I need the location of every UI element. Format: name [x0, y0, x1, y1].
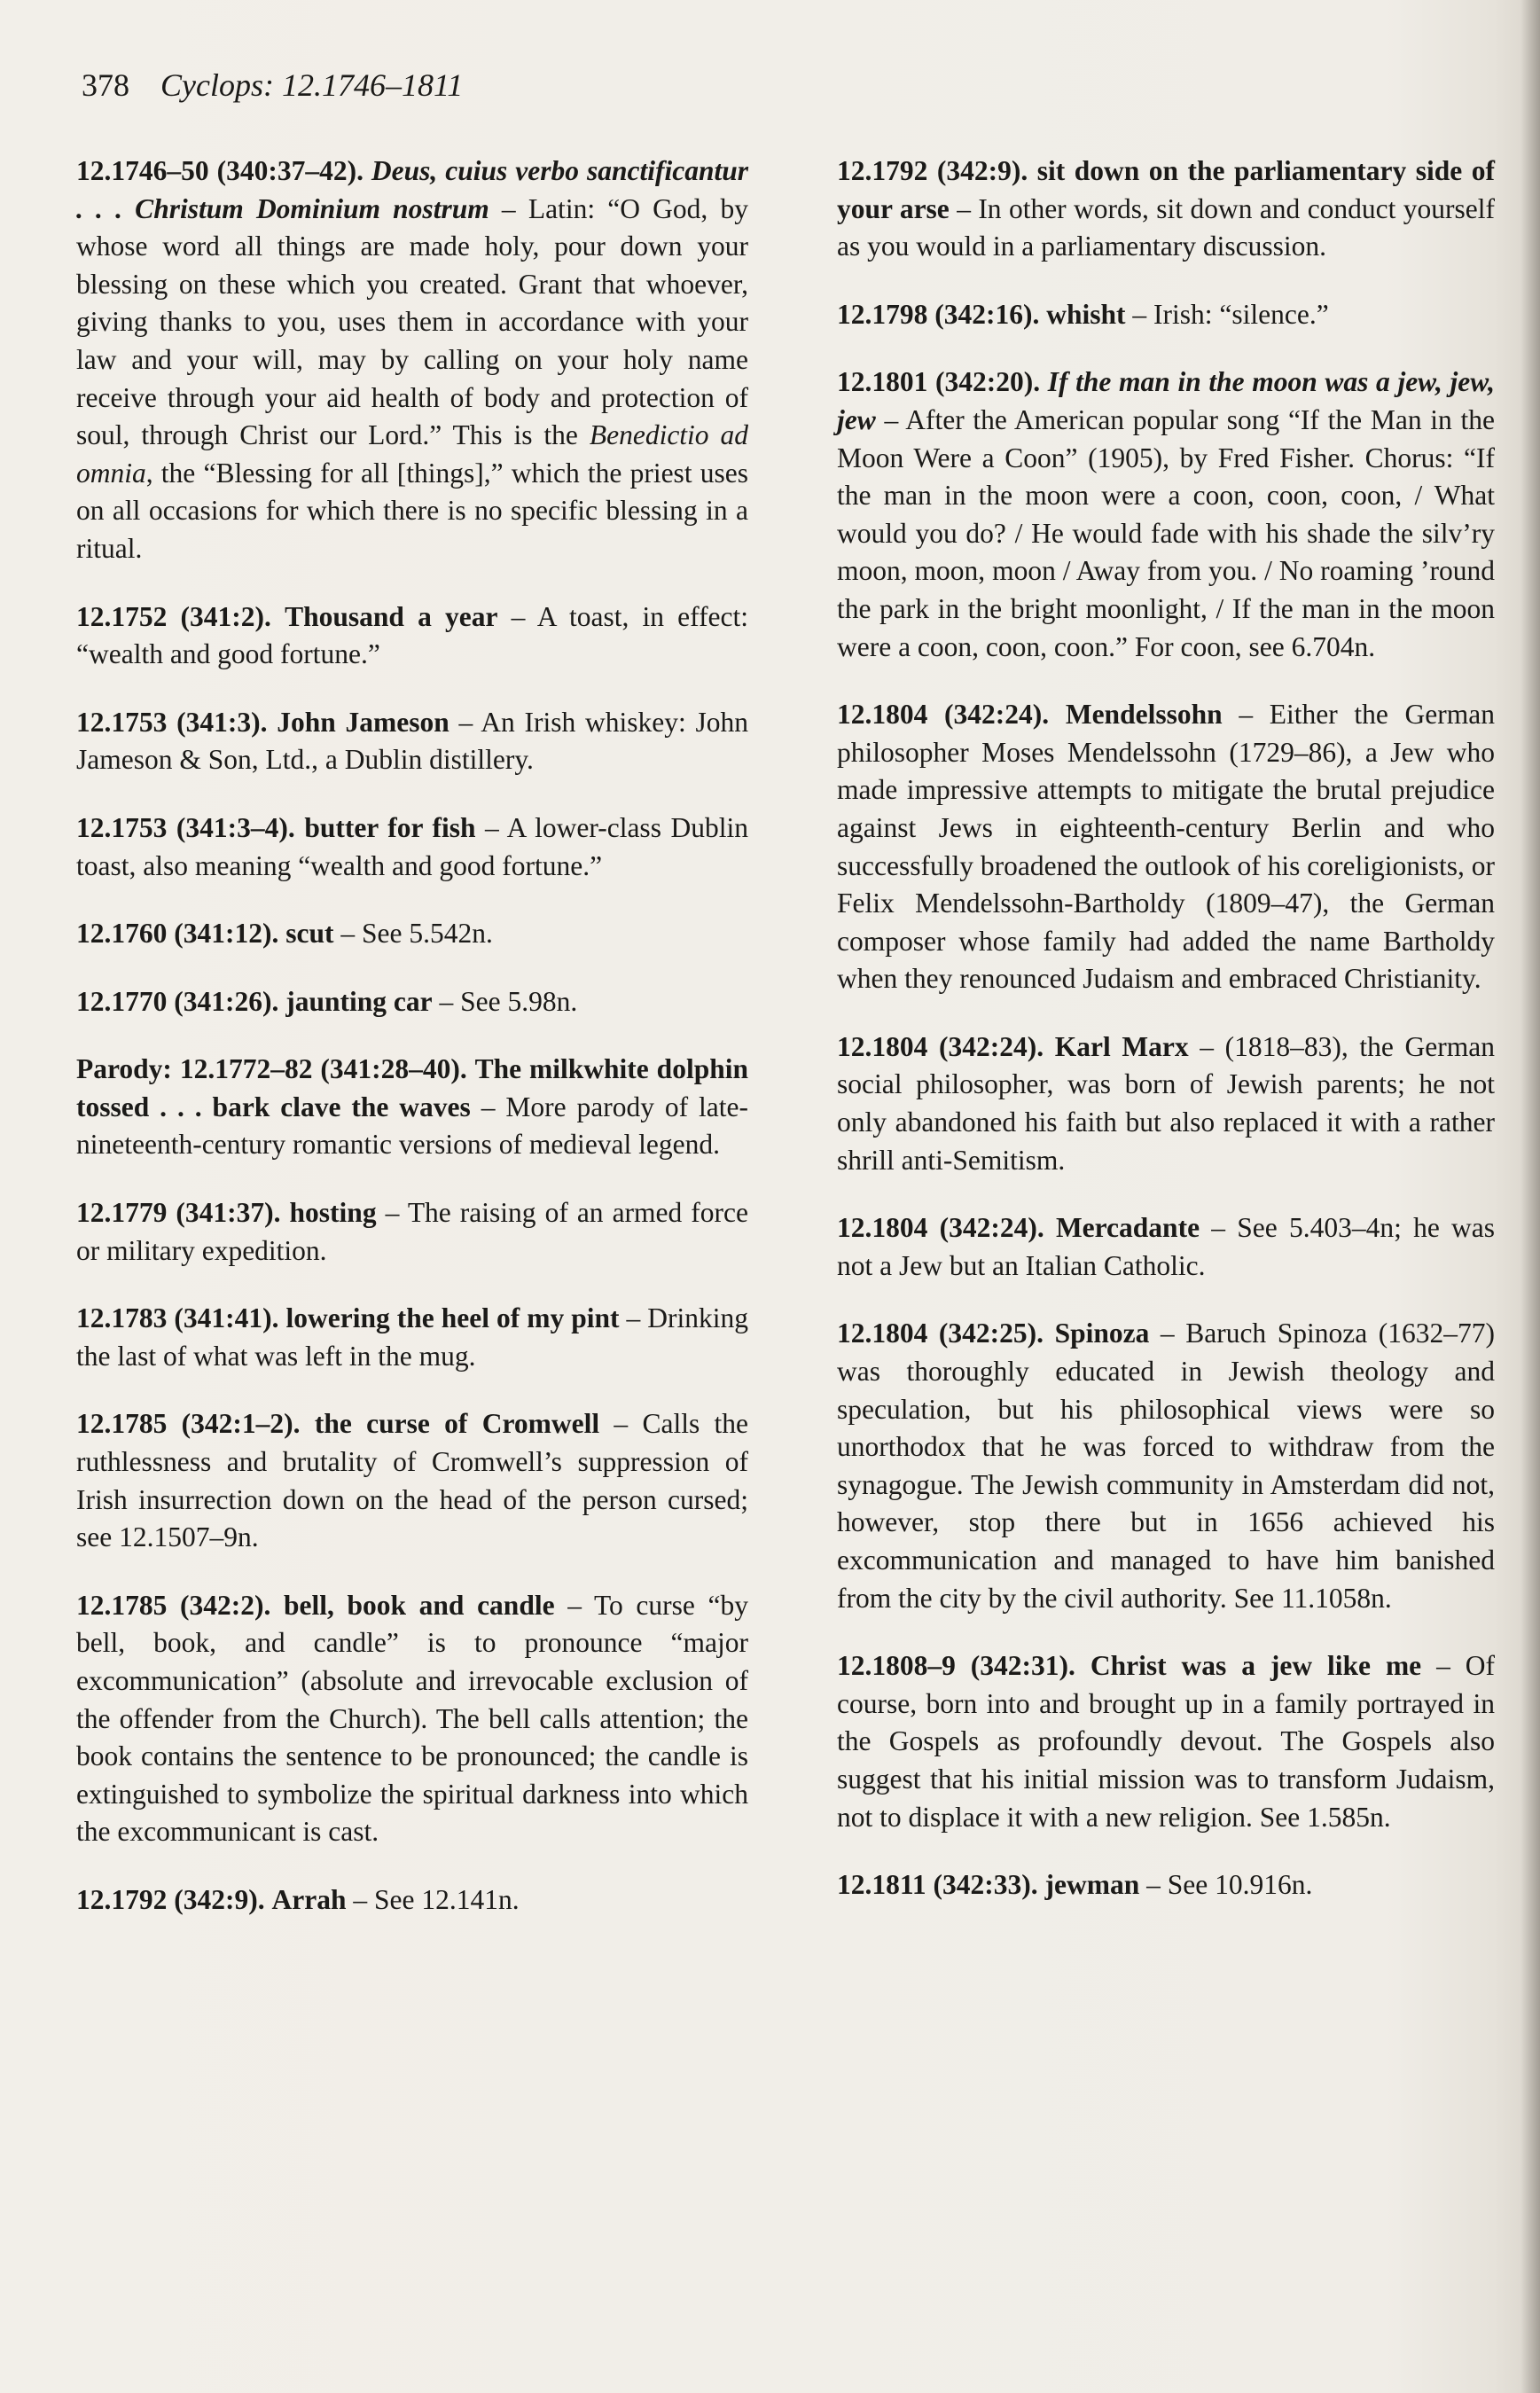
entry-lemma: sit down on the parliamentary side of your arse: [837, 155, 1495, 224]
entry-reference: 12.1804 (342:24).: [837, 1030, 1044, 1062]
entry-reference: 12.1808–9 (342:31).: [837, 1650, 1075, 1682]
entry-lemma: Karl Marx: [1054, 1030, 1189, 1062]
entry-gloss: – (1818–83), the German social philosopher, was born of Jewish parents; he not only abandoned his faith but also replaced it with a rather shrill anti-Semitism.: [837, 1030, 1496, 1176]
entry-gloss: – Of course, born into and brought up in a family portrayed in the Gospels as profoundly devout. The Gospels also suggest that his initial mission was to transform Judaism, not to displace it with a new religion. See 1.585n.: [837, 1650, 1496, 1833]
entry-gloss: – A toast, in effect: “wealth and good fortune.”: [76, 600, 749, 670]
entry-gloss: – Calls the ruthlessness and brutality of Cromwell’s suppression of Irish insurrection down on the head of the person cursed; see 12.1507–9n.: [76, 1408, 748, 1553]
entry-gloss: – To curse “by bell, book, and candle” is to pronounce “major excommunication” (absolute and irrevocable exclusion of the offender from the Church). The bell calls attention; the book contains the sentence to be pronounced; the candle is extinguished to symbolize the spiritual darkness into which the excommunicant is cast.: [76, 1589, 748, 1848]
annotation-entry: [837, 1866, 1495, 1904]
entry-lemma: Thousand a year: [285, 600, 498, 632]
annotation-entry: [837, 364, 1495, 666]
annotation-entry: [76, 1881, 748, 1920]
entry-gloss: – See 10.916n.: [1146, 1869, 1313, 1901]
entry-lemma: Mendelssohn: [1065, 699, 1223, 731]
annotation-entry: [76, 1587, 748, 1851]
entry-gloss: – Either the German philosopher Moses Mendelssohn (1729–86), a Jew who made impressive attempts to mitigate the brutal prejudice against Jews in eighteenth-century Berlin and who successfully broadened the outlook of his coreligionists, or Felix Mendelssohn-Bartholdy (1809–47), the German composer whose family had added the name Bartholdy when they renounced Judaism and embraced Christianity.: [837, 699, 1496, 995]
entry-reference: 12.1785 (342:1–2).: [76, 1408, 301, 1440]
entry-reference: 12.1804 (342:25).: [837, 1318, 1044, 1349]
entry-lemma: hosting: [289, 1197, 377, 1229]
entry-lemma: Spinoza: [1054, 1318, 1150, 1349]
entry-reference: 12.1804 (342:24).: [837, 699, 1050, 731]
entry-reference: 12.1746–50 (340:37–42).: [76, 155, 364, 186]
entry-gloss: – Drinking the last of what was left in the mug.: [76, 1302, 749, 1372]
annotation-entry: [837, 1028, 1495, 1179]
entry-reference: 12.1792 (342:9).: [837, 155, 1028, 186]
entry-lemma: John Jameson: [277, 706, 449, 738]
annotation-entry: [76, 809, 748, 885]
entry-gloss: – A lower-class Dublin toast, also meaning “wealth and good fortune.”: [76, 811, 748, 881]
annotation-entry: [76, 1405, 748, 1556]
entry-reference: 12.1783 (341:41).: [76, 1302, 279, 1334]
annotation-entry: [76, 704, 748, 779]
running-head: [82, 66, 463, 105]
entry-gloss: – In other words, sit down and conduct yourself as you would in a parliamentary discussion.: [837, 192, 1496, 262]
entry-gloss: – Latin: “O God, by whose word all things are made holy, pour down your blessing on these which you created. Grant that whoever, giving thanks to you, uses them in accordance with your law and your will, may by calling on your holy name receive through your aid health of body and protection of soul, through Christ our Lord.” This is the Benedictio ad omnia, the “Blessing for all [things],” which the priest uses on all occasions for which there is no specific blessing in a ritual.: [76, 192, 748, 564]
entry-gloss: – Irish: “silence.”: [1132, 298, 1329, 330]
entry-gloss: – See 5.542n.: [340, 918, 493, 950]
entry-reference: 12.1779 (341:37).: [76, 1197, 281, 1229]
annotation-entry: [76, 598, 748, 674]
entry-gloss: – More parody of late-nineteenth-century romantic versions of medieval legend.: [76, 1091, 748, 1161]
entry-lemma: butter for fish: [304, 811, 476, 843]
annotation-entry: [837, 1647, 1495, 1836]
annotation-entry: [76, 1051, 748, 1164]
annotation-entry: [76, 1300, 748, 1375]
entry-reference: 12.1760 (341:12).: [76, 918, 279, 950]
entry-reference: 12.1753 (341:3–4).: [76, 811, 295, 843]
annotation-entry: [76, 152, 748, 568]
entry-reference: 12.1798 (342:16).: [837, 298, 1040, 330]
right-column: [837, 152, 1495, 1935]
entry-lemma: scut: [285, 918, 334, 950]
entry-lemma: The milkwhite dolphin tossed . . . bark clave the waves: [76, 1053, 749, 1122]
annotation-entry: [76, 1194, 748, 1270]
entry-gloss: – An Irish whiskey: John Jameson & Son, Ltd., a Dublin distillery.: [76, 706, 748, 776]
annotation-entry: [837, 1315, 1495, 1617]
italic-title: Benedictio ad omnia: [76, 419, 748, 489]
entry-lemma: Christ was a jew like me: [1090, 1650, 1422, 1682]
entry-lemma: Deus, cuius verbo sanctificantur . . . Christum Dominium nostrum: [76, 155, 748, 224]
entry-lemma: Mercadante: [1055, 1212, 1200, 1244]
left-column: [76, 152, 748, 1950]
annotation-entry: [76, 983, 748, 1021]
entry-reference: 12.1792 (342:9).: [76, 1883, 265, 1915]
entry-lemma: Arrah: [271, 1883, 347, 1915]
entry-reference: 12.1804 (342:24).: [837, 1212, 1044, 1244]
entry-reference: 12.1811 (342:33).: [837, 1869, 1038, 1901]
entry-reference: 12.1785 (342:2).: [76, 1589, 271, 1621]
entry-lemma: the curse of Cromwell: [314, 1408, 600, 1440]
binding-shadow: [1520, 0, 1540, 2393]
entry-gloss: – After the American popular song “If the Man in the Moon Were a Coon” (1905), by Fred Fisher. Chorus: “If the man in the moon were a coon, coon, coon, / What would you do? / He would fade with his shade the silv’ry moon, moon, moon / Away from you. / No roaming ’round the park in the bright moonlight, / If the man in the moon were a coon, coon, coon.” For coon, see 6.704n.: [837, 403, 1496, 662]
entry-reference: 12.1752 (341:2).: [76, 600, 271, 632]
running-head-title: Cyclops: 12.1746–1811: [160, 67, 464, 103]
entry-lemma: jaunting car: [285, 985, 433, 1017]
entry-lemma: whisht: [1046, 298, 1126, 330]
entry-gloss: – Baruch Spinoza (1632–77) was thoroughly educated in Jewish theology and speculation, but his philosophical views were so unorthodox that he was forced to withdraw from the synagogue. The Jewish community in Amsterdam did not, however, stop there but in 1656 achieved his excommunication and managed to have him banished from the city by the civil authority. See 11.1058n.: [837, 1318, 1495, 1614]
annotation-entry: [837, 152, 1495, 266]
page-number: 378: [82, 67, 129, 103]
annotation-entry: [837, 296, 1495, 334]
entry-lemma: lowering the heel of my pint: [285, 1302, 620, 1334]
entry-reference: 12.1770 (341:26).: [76, 985, 279, 1017]
annotation-entry: [837, 696, 1495, 998]
entry-gloss: – See 5.403–4n; he was not a Jew but an Italian Catholic.: [837, 1212, 1496, 1281]
entry-gloss: – The raising of an armed force or military expedition.: [76, 1197, 748, 1266]
entry-gloss: – See 5.98n.: [439, 985, 578, 1017]
entry-reference: 12.1801 (342:20).: [837, 366, 1041, 398]
annotation-entry: [76, 915, 748, 953]
entry-reference: 12.1753 (341:3).: [76, 706, 268, 738]
entry-lemma: If the man in the moon was a jew, jew, jew: [837, 366, 1495, 435]
entry-lemma: bell, book and candle: [283, 1589, 555, 1621]
annotation-entry: [837, 1209, 1495, 1285]
entry-reference: Parody: 12.1772–82 (341:28–40).: [76, 1053, 467, 1085]
entry-lemma: jewman: [1044, 1869, 1140, 1901]
entry-gloss: – See 12.141n.: [353, 1883, 520, 1915]
